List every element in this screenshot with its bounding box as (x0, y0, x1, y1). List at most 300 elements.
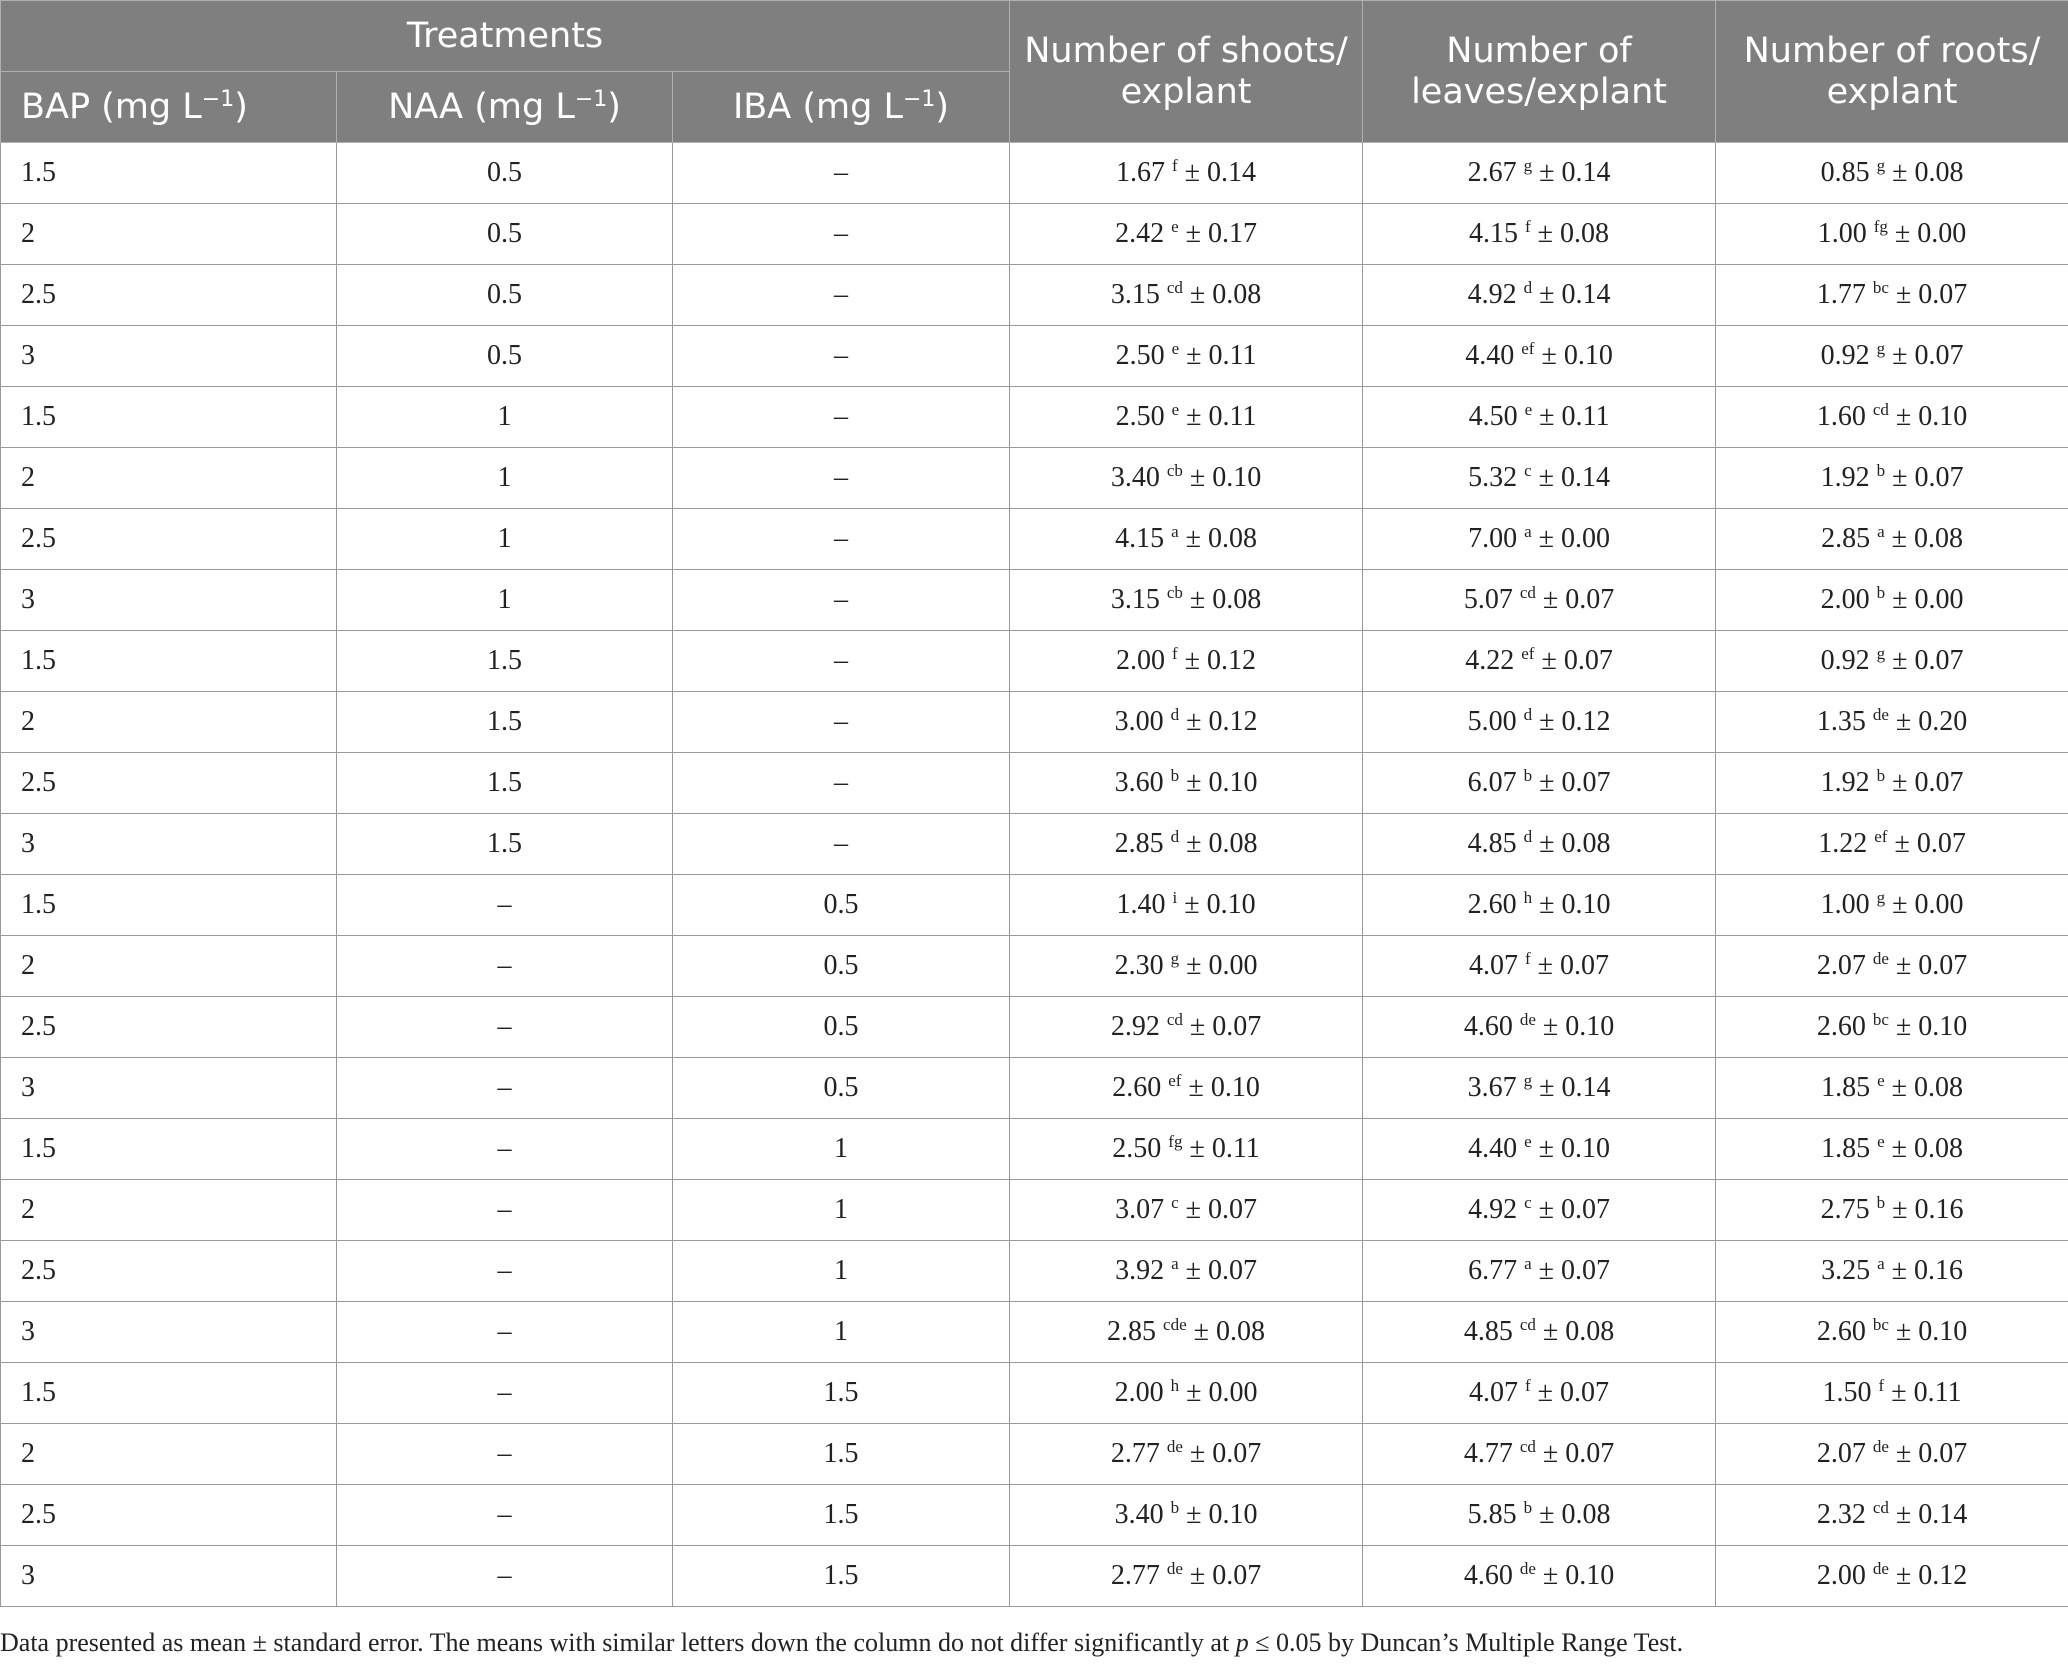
leaves-cell (1363, 1424, 1716, 1485)
leaves-cell (1363, 1485, 1716, 1546)
significance-letter: fg (1168, 1132, 1183, 1151)
significance-letter: h (1170, 1376, 1180, 1395)
standard-error: ± 0.10 (1895, 1011, 1968, 1042)
significance-letter: b (1170, 766, 1180, 785)
standard-error: ± 0.07 (1537, 950, 1610, 981)
shoots-cell (1010, 448, 1363, 509)
bap-cell: 1.5 (1, 875, 337, 936)
bap-header: BAP (mg $L^{-1}$) (1, 72, 337, 143)
significance-letter: de (1166, 1559, 1183, 1578)
table-row (1, 1485, 2068, 1546)
significance-letter: b (1523, 1498, 1533, 1517)
shoots-cell (1010, 1363, 1363, 1424)
shoots-cell (1010, 143, 1363, 204)
table-row (1, 936, 2068, 997)
significance-letter: e (1171, 217, 1179, 236)
mean-value: 1.85 (1821, 1072, 1871, 1103)
naa-cell: – (337, 1302, 673, 1363)
significance-letter: d (1170, 827, 1180, 846)
shoots-cell (1010, 326, 1363, 387)
roots-cell (1716, 448, 2068, 509)
mean-value: 5.00 (1467, 706, 1517, 737)
iba-cell: 0.5 (673, 875, 1010, 936)
mean-value: 2.07 (1816, 1438, 1866, 1469)
naa-cell: – (337, 1119, 673, 1180)
standard-error: ± 0.07 (1542, 584, 1615, 615)
table-row (1, 448, 2068, 509)
significance-letter: f (1525, 217, 1531, 236)
mean-value: 3.00 (1114, 706, 1164, 737)
standard-error: ± 0.07 (1185, 1255, 1257, 1286)
leaves-cell (1363, 265, 1716, 326)
naa-cell: – (337, 875, 673, 936)
mean-value: 1.67 (1116, 157, 1165, 188)
mean-value: 0.85 (1820, 157, 1870, 188)
significance-letter: g (1170, 949, 1180, 968)
leaves-cell (1363, 814, 1716, 875)
roots-cell (1716, 1241, 2068, 1302)
naa-cell: – (337, 997, 673, 1058)
iba-cell: – (673, 204, 1010, 265)
bap-cell: 2 (1, 692, 337, 753)
iba-cell: 1.5 (673, 1424, 1010, 1485)
table-row (1, 1180, 2068, 1241)
iba-cell: 1 (673, 1119, 1010, 1180)
standard-error: ± 0.10 (1541, 340, 1613, 371)
mean-value: 2.00 (1816, 1560, 1866, 1591)
bap-cell: 2.5 (1, 753, 337, 814)
standard-error: ± 0.10 (1895, 1316, 1968, 1347)
bap-cell: 2 (1, 1424, 337, 1485)
roots-cell (1716, 387, 2068, 448)
leaves-cell (1363, 875, 1716, 936)
significance-letter: cd (1166, 1010, 1183, 1029)
leaves-cell (1363, 753, 1716, 814)
mean-value: 2.07 (1816, 950, 1866, 981)
leaves-cell (1363, 997, 1716, 1058)
naa-cell: 0.5 (337, 265, 673, 326)
naa-cell: – (337, 1241, 673, 1302)
mean-value: 2.00 (1116, 645, 1165, 676)
iba-cell: 1 (673, 1180, 1010, 1241)
mean-value: 0.92 (1820, 340, 1870, 371)
mean-value: 2.42 (1115, 218, 1165, 249)
standard-error: ± 0.10 (1188, 1072, 1260, 1103)
mean-value: 1.22 (1818, 828, 1868, 859)
naa-cell: 0.5 (337, 326, 673, 387)
mean-value: 2.00 (1114, 1377, 1164, 1408)
standard-error: ± 0.10 (1184, 889, 1256, 920)
leaves-cell (1363, 387, 1716, 448)
significance-letter: e (1171, 339, 1180, 358)
table-row (1, 631, 2068, 692)
leaves-cell (1363, 1180, 1716, 1241)
bap-cell: 2 (1, 1180, 337, 1241)
significance-letter: f (1525, 949, 1531, 968)
bap-cell: 1.5 (1, 1363, 337, 1424)
standard-error: ± 0.10 (1542, 1011, 1615, 1042)
naa-cell: 1 (337, 448, 673, 509)
naa-cell: – (337, 1424, 673, 1485)
iba-cell: 1.5 (673, 1546, 1010, 1607)
standard-error: ± 0.08 (1185, 523, 1257, 554)
mean-value: 2.67 (1467, 157, 1517, 188)
standard-error: ± 0.07 (1189, 1438, 1262, 1469)
standard-error: ± 0.10 (1539, 889, 1611, 920)
table-row (1, 570, 2068, 631)
iba-cell: 1 (673, 1241, 1010, 1302)
significance-letter: b (1876, 583, 1886, 602)
mean-value: 7.00 (1468, 523, 1518, 554)
standard-error: ± 0.08 (1189, 279, 1262, 310)
standard-error: ± 0.12 (1184, 645, 1257, 676)
standard-error: ± 0.17 (1185, 218, 1257, 249)
shoots-cell (1010, 936, 1363, 997)
mean-value: 2.30 (1114, 950, 1164, 981)
standard-error: ± 0.12 (1539, 706, 1611, 737)
significance-letter: f (1525, 1376, 1531, 1395)
mean-value: 4.77 (1463, 1438, 1513, 1469)
naa-cell: 1 (337, 387, 673, 448)
standard-error: ± 0.07 (1185, 1194, 1257, 1225)
mean-value: 3.40 (1110, 462, 1160, 493)
mean-value: 2.50 (1115, 340, 1165, 371)
iba-cell: – (673, 509, 1010, 570)
significance-letter: d (1523, 278, 1533, 297)
bap-cell: 2 (1, 204, 337, 265)
shoots-cell (1010, 875, 1363, 936)
standard-error: ± 0.08 (1891, 523, 1963, 554)
bap-cell: 3 (1, 814, 337, 875)
standard-error: ± 0.11 (1186, 340, 1257, 371)
bap-cell: 3 (1, 1546, 337, 1607)
significance-letter: cd (1166, 278, 1183, 297)
naa-cell: – (337, 1058, 673, 1119)
mean-value: 2.50 (1112, 1133, 1162, 1164)
table-row (1, 1058, 2068, 1119)
standard-error: ± 0.16 (1891, 1255, 1963, 1286)
mean-value: 4.85 (1463, 1316, 1513, 1347)
mean-value: 2.77 (1110, 1560, 1160, 1591)
significance-letter: e (1877, 1132, 1885, 1151)
significance-letter: de (1872, 1437, 1889, 1456)
mean-value: 1.50 (1822, 1377, 1872, 1408)
standard-error: ± 0.00 (1538, 523, 1610, 554)
significance-letter: g (1523, 156, 1533, 175)
bap-cell: 2.5 (1, 1241, 337, 1302)
naa-cell: 1.5 (337, 692, 673, 753)
standard-error: ± 0.14 (1184, 157, 1257, 188)
significance-letter: b (1876, 766, 1886, 785)
shoots-cell (1010, 1119, 1363, 1180)
mean-value: 1.00 (1820, 889, 1870, 920)
standard-error: ± 0.07 (1895, 279, 1968, 310)
mean-value: 2.50 (1115, 401, 1165, 432)
leaves-cell (1363, 448, 1716, 509)
iba-cell: – (673, 814, 1010, 875)
leaves-cell (1363, 326, 1716, 387)
shoots-cell (1010, 753, 1363, 814)
standard-error: ± 0.08 (1537, 218, 1610, 249)
iba-header: IBA (mg $L^{-1}$) (673, 72, 1010, 143)
shoots-header: Number of shoots/ explant (1010, 1, 1363, 143)
table-row (1, 997, 2068, 1058)
significance-letter: ef (1521, 339, 1535, 358)
leaves-cell (1363, 1546, 1716, 1607)
mean-value: 4.15 (1115, 523, 1165, 554)
mean-value: 4.15 (1469, 218, 1518, 249)
naa-cell: 0.5 (337, 204, 673, 265)
roots-cell (1716, 1363, 2068, 1424)
mean-value: 2.60 (1816, 1316, 1866, 1347)
roots-cell (1716, 814, 2068, 875)
significance-letter: c (1524, 461, 1532, 480)
naa-cell: – (337, 1180, 673, 1241)
iba-cell: – (673, 753, 1010, 814)
standard-error: ± 0.07 (1895, 950, 1968, 981)
leaves-cell (1363, 631, 1716, 692)
significance-letter: de (1519, 1010, 1536, 1029)
mean-value: 4.40 (1465, 340, 1515, 371)
mean-value: 1.77 (1816, 279, 1866, 310)
leaves-cell (1363, 1058, 1716, 1119)
mean-value: 3.15 (1110, 584, 1160, 615)
naa-cell: – (337, 936, 673, 997)
mean-value: 1.92 (1820, 462, 1870, 493)
roots-cell (1716, 1485, 2068, 1546)
mean-value: 1.00 (1817, 218, 1867, 249)
standard-error: ± 0.08 (1891, 1072, 1963, 1103)
shoots-cell (1010, 1485, 1363, 1546)
mean-value: 3.60 (1114, 767, 1164, 798)
standard-error: ± 0.12 (1895, 1560, 1968, 1591)
standard-error: ± 0.11 (1891, 1377, 1962, 1408)
shoots-cell (1010, 1424, 1363, 1485)
bap-cell: 2.5 (1, 997, 337, 1058)
leaves-cell (1363, 936, 1716, 997)
leaves-header: Number of leaves/explant (1363, 1, 1716, 143)
mean-value: 1.35 (1816, 706, 1866, 737)
significance-letter: c (1171, 1193, 1179, 1212)
significance-letter: e (1524, 400, 1533, 419)
significance-letter: ef (1874, 827, 1888, 846)
shoots-cell (1010, 1546, 1363, 1607)
iba-cell: 1.5 (673, 1363, 1010, 1424)
iba-cell: 0.5 (673, 1058, 1010, 1119)
significance-letter: a (1877, 522, 1885, 541)
mean-value: 2.77 (1110, 1438, 1160, 1469)
mean-value: 3.07 (1115, 1194, 1165, 1225)
significance-letter: cb (1166, 583, 1183, 602)
significance-letter: cd (1519, 1437, 1536, 1456)
standard-error: ± 0.07 (1538, 1194, 1610, 1225)
significance-letter: f (1172, 644, 1178, 663)
significance-letter: f (1172, 156, 1178, 175)
mean-value: 2.75 (1820, 1194, 1870, 1225)
table-row (1, 204, 2068, 265)
mean-value: 4.40 (1468, 1133, 1518, 1164)
standard-error: ± 0.14 (1895, 1499, 1968, 1530)
roots-cell (1716, 1546, 2068, 1607)
mean-value: 2.60 (1816, 1011, 1866, 1042)
naa-cell: – (337, 1363, 673, 1424)
significance-letter: g (1523, 1071, 1533, 1090)
mean-value: 3.40 (1114, 1499, 1164, 1530)
significance-letter: a (1171, 522, 1179, 541)
standard-error: ± 0.11 (1186, 401, 1257, 432)
significance-letter: a (1524, 1254, 1532, 1273)
bap-cell: 3 (1, 326, 337, 387)
iba-cell: – (673, 265, 1010, 326)
naa-cell: 1 (337, 509, 673, 570)
mean-value: 2.92 (1110, 1011, 1160, 1042)
significance-letter: d (1523, 827, 1533, 846)
shoots-cell (1010, 265, 1363, 326)
mean-value: 2.60 (1467, 889, 1517, 920)
mean-value: 0.92 (1820, 645, 1870, 676)
mean-value: 2.00 (1820, 584, 1870, 615)
standard-error: ± 0.07 (1892, 340, 1964, 371)
mean-value: 4.07 (1469, 1377, 1518, 1408)
roots-cell (1716, 936, 2068, 997)
mean-value: 2.85 (1107, 1316, 1157, 1347)
roots-cell (1716, 631, 2068, 692)
table-row (1, 1424, 2068, 1485)
leaves-cell (1363, 143, 1716, 204)
shoots-cell (1010, 1241, 1363, 1302)
shoots-cell (1010, 692, 1363, 753)
iba-cell: 0.5 (673, 936, 1010, 997)
iba-cell: 1.5 (673, 1485, 1010, 1546)
standard-error: ± 0.08 (1539, 1499, 1611, 1530)
significance-letter: bc (1872, 278, 1889, 297)
bap-cell: 3 (1, 570, 337, 631)
mean-value: 4.07 (1469, 950, 1518, 981)
naa-cell: 1.5 (337, 753, 673, 814)
standard-error: ± 0.08 (1193, 1316, 1266, 1347)
naa-cell: 1 (337, 570, 673, 631)
bap-cell: 2.5 (1, 265, 337, 326)
mean-value: 4.85 (1467, 828, 1517, 859)
shoots-cell (1010, 997, 1363, 1058)
standard-error: ± 0.10 (1186, 1499, 1258, 1530)
naa-header: NAA (mg $L^{-1}$) (337, 72, 673, 143)
iba-cell: – (673, 143, 1010, 204)
table-body (1, 143, 2068, 1607)
significance-letter: b (1876, 1193, 1886, 1212)
naa-cell: 0.5 (337, 143, 673, 204)
naa-cell: – (337, 1485, 673, 1546)
standard-error: ± 0.07 (1537, 1377, 1610, 1408)
mean-value: 2.85 (1114, 828, 1164, 859)
table-footnote: Data presented as mean ± standard error. The means with similar letters down the column do not differ significantly at p ≤ 0.05 by Duncan’s Multiple Range Test. (0, 1628, 1684, 1657)
mean-value: 6.07 (1467, 767, 1517, 798)
significance-letter: cde (1163, 1315, 1187, 1334)
iba-cell: – (673, 692, 1010, 753)
mean-value: 4.50 (1468, 401, 1518, 432)
roots-cell (1716, 204, 2068, 265)
significance-letter: bc (1872, 1010, 1889, 1029)
significance-letter: g (1876, 888, 1886, 907)
table-row (1, 1546, 2068, 1607)
leaves-cell (1363, 1241, 1716, 1302)
standard-error: ± 0.11 (1539, 401, 1610, 432)
table-row (1, 1302, 2068, 1363)
mean-value: 5.07 (1463, 584, 1513, 615)
standard-error: ± 0.07 (1892, 462, 1964, 493)
standard-error: ± 0.14 (1539, 1072, 1611, 1103)
standard-error: ± 0.00 (1894, 218, 1967, 249)
standard-error: ± 0.07 (1892, 767, 1964, 798)
significance-letter: fg (1873, 217, 1888, 236)
standard-error: ± 0.08 (1892, 157, 1964, 188)
mean-value: 5.85 (1467, 1499, 1517, 1530)
shoots-cell (1010, 814, 1363, 875)
standard-error: ± 0.10 (1895, 401, 1968, 432)
significance-letter: a (1524, 522, 1532, 541)
shoots-cell (1010, 631, 1363, 692)
significance-letter: cb (1166, 461, 1183, 480)
standard-error: ± 0.07 (1541, 645, 1613, 676)
naa-cell: 1.5 (337, 631, 673, 692)
standard-error: ± 0.10 (1538, 1133, 1610, 1164)
mean-value: 1.92 (1820, 767, 1870, 798)
table-row (1, 143, 2068, 204)
shoots-cell (1010, 1302, 1363, 1363)
standard-error: ± 0.08 (1542, 1316, 1615, 1347)
bap-cell: 1.5 (1, 143, 337, 204)
significance-letter: b (1523, 766, 1533, 785)
standard-error: ± 0.07 (1892, 645, 1964, 676)
mean-value: 4.92 (1467, 279, 1517, 310)
roots-cell (1716, 875, 2068, 936)
standard-error: ± 0.08 (1891, 1133, 1963, 1164)
mean-value: 4.22 (1465, 645, 1515, 676)
mean-value: 1.85 (1821, 1133, 1871, 1164)
roots-cell (1716, 143, 2068, 204)
bap-cell: 1.5 (1, 387, 337, 448)
mean-value: 4.60 (1463, 1011, 1513, 1042)
iba-cell: – (673, 570, 1010, 631)
mean-value: 5.32 (1468, 462, 1518, 493)
naa-cell: 1.5 (337, 814, 673, 875)
mean-value: 1.40 (1116, 889, 1166, 920)
standard-error: ± 0.00 (1892, 889, 1964, 920)
roots-cell (1716, 692, 2068, 753)
standard-error: ± 0.07 (1894, 828, 1966, 859)
table-row (1, 692, 2068, 753)
standard-error: ± 0.14 (1539, 279, 1611, 310)
significance-letter: a (1877, 1254, 1885, 1273)
significance-letter: b (1876, 461, 1886, 480)
leaves-cell (1363, 570, 1716, 631)
leaves-cell (1363, 1119, 1716, 1180)
table-row (1, 326, 2068, 387)
significance-letter: e (1524, 1132, 1532, 1151)
shoots-cell (1010, 570, 1363, 631)
roots-cell (1716, 1424, 2068, 1485)
significance-letter: e (1877, 1071, 1885, 1090)
standard-error: ± 0.10 (1542, 1560, 1615, 1591)
iba-cell: 1 (673, 1302, 1010, 1363)
iba-cell: – (673, 326, 1010, 387)
significance-letter: de (1872, 705, 1889, 724)
significance-letter: h (1523, 888, 1533, 907)
leaves-cell (1363, 692, 1716, 753)
mean-value: 3.15 (1110, 279, 1160, 310)
iba-cell: – (673, 448, 1010, 509)
standard-error: ± 0.08 (1186, 828, 1258, 859)
